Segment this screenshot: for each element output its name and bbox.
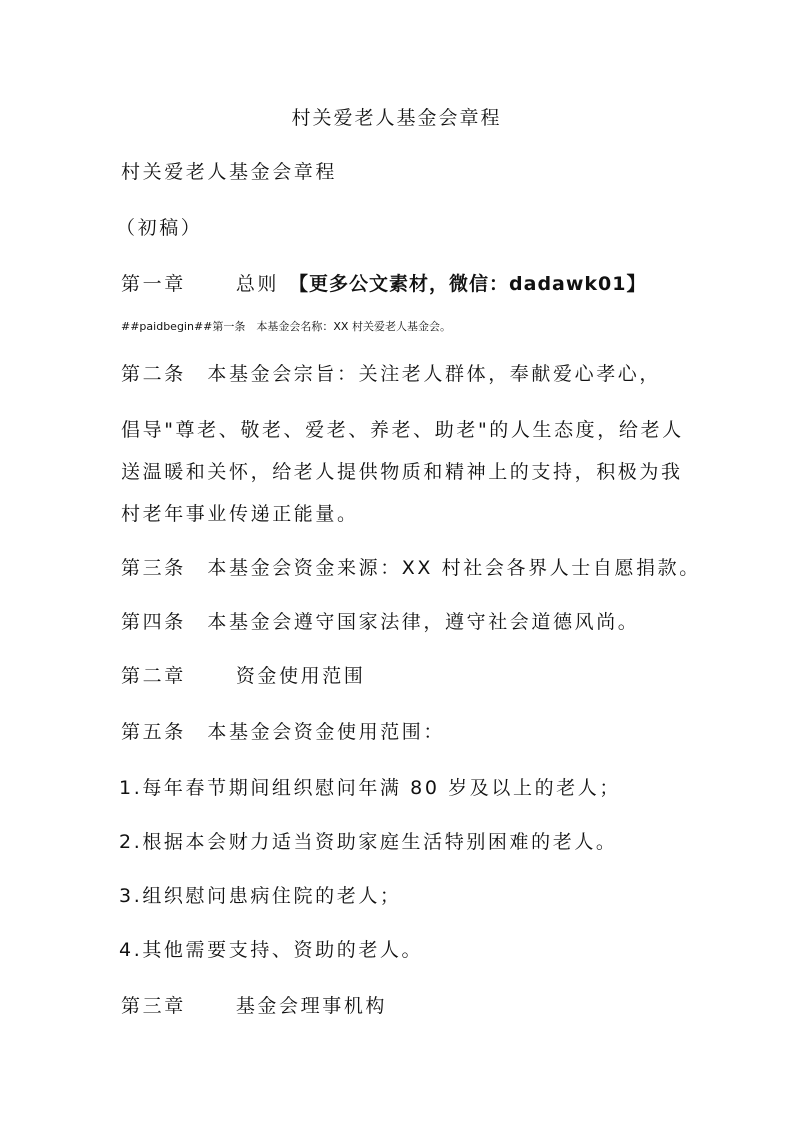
article-2-line-2: 倡导"尊老、敬老、爱老、养老、助老"的人生态度，给老人 — [121, 419, 684, 441]
chapter-1-name: 总则 — [235, 273, 280, 295]
chapter-1-label: 第一章 — [121, 273, 186, 295]
list-item-4: 4.其他需要支持、资助的老人。 — [119, 939, 424, 961]
chapter-2-heading — [121, 664, 365, 688]
article-5: 第五条 本基金会资金使用范围： — [121, 721, 446, 743]
chapter-2-label: 第二章 — [121, 665, 186, 687]
article-4: 第四条 本基金会遵守国家法律，遵守社会道德风尚。 — [121, 611, 640, 633]
article-1: ##paidbegin##第一条 本基金会名称：XX 村关爱老人基金会。 — [121, 320, 451, 333]
chapter-1-heading — [121, 272, 647, 296]
article-2-line-4: 村老年事业传递正能量。 — [121, 503, 359, 525]
article-2-line-1: 第二条 本基金会宗旨：关注老人群体，奉献爱心孝心， — [121, 363, 662, 385]
list-item-3: 3.组织慰问患病住院的老人； — [119, 885, 402, 907]
list-item-2: 2.根据本会财力适当资助家庭生活特别困难的老人。 — [119, 831, 618, 853]
article-3: 第三条 本基金会资金来源：XX 村社会各界人士自愿捐款。 — [121, 557, 701, 579]
draft-note: （初稿） — [116, 217, 203, 239]
document-title: 村关爱老人基金会章程 — [291, 107, 502, 129]
promo-note: 【更多公文素材，微信：dadawk01】 — [289, 273, 647, 295]
document-subtitle: 村关爱老人基金会章程 — [121, 161, 338, 183]
article-2-line-3: 送温暖和关怀，给老人提供物质和精神上的支持，积极为我 — [121, 461, 683, 483]
chapter-3-heading — [121, 994, 387, 1018]
list-item-1: 1.每年春节期间组织慰问年满 80 岁及以上的老人； — [119, 777, 621, 799]
chapter-3-label: 第三章 — [121, 995, 186, 1017]
chapter-2-name: 资金使用范围 — [235, 665, 366, 687]
chapter-3-name: 基金会理事机构 — [235, 995, 388, 1017]
